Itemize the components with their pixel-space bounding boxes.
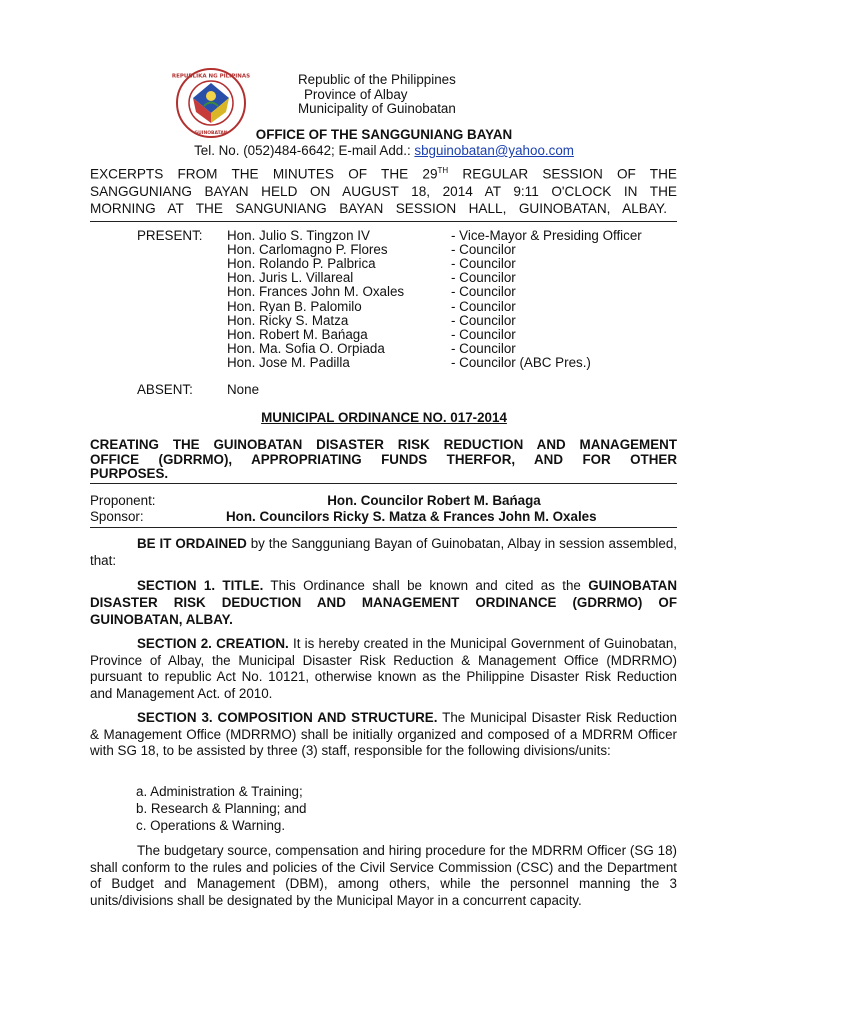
province-line: Province of Albay [304,87,408,102]
member-role: - Councilor [451,340,516,356]
section-1: SECTION 1. TITLE. This Ordinance shall be known and cited as the GUINOBATAN DISASTER RISK DEDUCTION AND MANAGEMENT ORDINANCE (GDRRMO) OF GUINOBATAN, ALBAY. [90,578,677,627]
member-name: Hon. Julio S. Tingzon IV [227,228,370,243]
member-role: - Councilor [451,242,516,258]
member-role: - Councilor (ABC Pres.) [451,354,591,370]
sponsor-label: Sponsor: [90,509,144,524]
heading-rule [90,221,677,222]
excerpt-line-2: SANGGUNIANG BAYAN HELD ON AUGUST 18, 2014 AT 9:11 O'CLOCK IN THE [90,184,677,199]
section-2: SECTION 2. CREATION. It is hereby created in the Municipal Government of Guinobatan, Province of Albay, the Municipal Disaster Risk Reduction & Management Office (MDRRMO) pursuant to republic Act No. 10121, otherwise known as the Philippine Disaster Risk Reduction and Management Act. of 2010. [90,636,677,701]
ordinance-number: MUNICIPAL ORDINANCE NO. 017-2014 [261,410,507,425]
contact-line [0,143,768,158]
republic-line: Republic of the Philippines [298,72,456,87]
member-name: Hon. Carlomagno P. Flores [227,242,388,258]
ordinance-title-line-3: PURPOSES. [90,466,169,481]
member-role: - Councilor [451,270,516,286]
absent-value: None [227,382,260,397]
member-role: - Vice-Mayor & Presiding Officer [451,228,642,243]
excerpt-line-3: MORNING AT THE SANGUNIANG BAYAN SESSION HALL, GUINOBATAN, ALBAY. [90,201,667,216]
present-label: PRESENT: [137,228,203,243]
office-title: OFFICE OF THE SANGGUNIANG BAYAN [255,127,513,142]
member-name: Hon. Ricky S. Matza [227,312,349,328]
member-role: - Councilor [451,298,516,314]
section-3: SECTION 3. COMPOSITION AND STRUCTURE. The Municipal Disaster Risk Reduction & Management Office (MDRRMO) shall be initially organized and composed of a MDRRM Officer with SG 18, to be assisted by three (3) staff, responsible for the following divisions/units: [90,710,677,758]
member-role: - Councilor [451,284,516,300]
member-role: - Councilor [451,326,516,342]
municipality-line: Municipality of Guinobatan [298,101,456,116]
absent-label: ABSENT: [137,382,193,397]
member-name: Hon. Jose M. Padilla [227,354,350,370]
budget-paragraph: The budgetary source, compensation and hiring procedure for the MDRRM Officer (SG 18) shall conform to the rules and policies of the Civil Service Commission (CSC) and the Department of Budget and Management (DBM), among others, while the personnel manning the 3 units/divisions shall be designated by the Municipal Mayor in a concurrent capacity. [90,843,677,908]
ordinance-title-line-2: OFFICE (GDRRMO), APPROPRIATING FUNDS THERFOR, AND FOR OTHER [90,452,677,467]
member-role: - Councilor [451,312,516,328]
email-link[interactable]: sbguinobatan@yahoo.com [414,143,574,158]
title-rule [90,483,677,484]
member-name: Hon. Ma. Sofia O. Orpiada [227,340,385,356]
sponsor-rule [90,527,677,528]
svg-text:GUINOBATAN: GUINOBATAN [194,131,228,136]
proponent-value: Hon. Councilor Robert M. Bańaga [327,493,541,508]
ordained-paragraph: BE IT ORDAINED by the Sangguniang Bayan of Guinobatan, Albay in session assembled, that: [90,536,677,568]
proponent-label: Proponent: [90,493,156,508]
member-name: Hon. Robert M. Bańaga [227,326,368,342]
list-item: c. Operations & Warning. [136,818,286,833]
excerpt-line-1: EXCERPTS FROM THE MINUTES OF THE 29TH REGULAR SESSION OF THE [90,166,677,182]
list-item: a. Administration & Training; [136,784,303,799]
list-item: b. Research & Planning; and [136,801,307,816]
ordinance-title-line-1: CREATING THE GUINOBATAN DISASTER RISK REDUCTION AND MANAGEMENT [90,437,677,452]
sponsor-value: Hon. Councilors Ricky S. Matza & Frances John M. Oxales [226,509,597,524]
member-name: Hon. Ryan B. Palomilo [227,298,362,314]
svg-text:REPUBLIKA NG PILIPINAS: REPUBLIKA NG PILIPINAS [171,73,251,80]
member-name: Hon. Frances John M. Oxales [227,284,405,300]
member-name: Hon. Juris L. Villareal [227,270,354,286]
member-name: Hon. Rolando P. Palbrica [227,256,376,272]
contact-text: Tel. No. (052)484-6642; E-mail Add.: [194,143,415,158]
member-role: - Councilor [451,256,516,272]
